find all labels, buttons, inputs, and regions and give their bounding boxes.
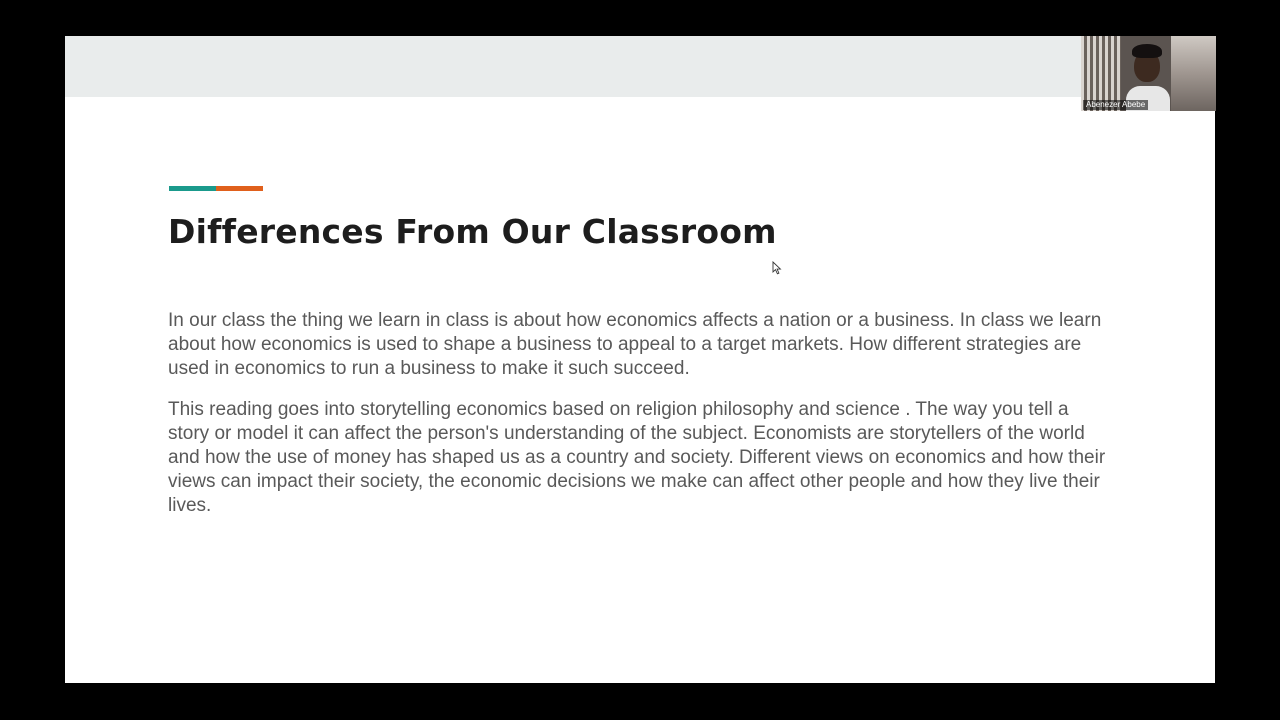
accent-teal-segment — [169, 186, 216, 191]
title-accent-bar — [169, 186, 263, 191]
accent-orange-segment — [216, 186, 263, 191]
mouse-pointer-icon — [772, 261, 782, 275]
participant-hair — [1132, 44, 1162, 58]
slide-body — [168, 309, 1113, 535]
slide-paragraph: In our class the thing we learn in class is about how economics affects a nation or a business. In class we learn about how economics is used to shape a business to appeal to a target markets. How different strategies are used in economics to run a business to make it such succeed. — [168, 310, 1102, 379]
participant-video-tile[interactable] — [1081, 36, 1216, 111]
slide-title: Differences From Our Classroom — [168, 212, 777, 251]
presentation-slide — [65, 36, 1215, 683]
video-background-wall — [1171, 36, 1216, 111]
participant-name-label: Abenezer Abebe — [1083, 100, 1148, 110]
slide-header-band — [65, 36, 1215, 97]
slide-paragraph: This reading goes into storytelling economics based on religion philosophy and science . The way you tell a story or model it can affect the person's understanding of the subject. Economists are storytellers of the world and how the use of money has shaped us as a country and society. Different views on economics and how their views can impact their society, the economic decisions we make can affect other people and how they live their lives. — [168, 399, 1106, 516]
